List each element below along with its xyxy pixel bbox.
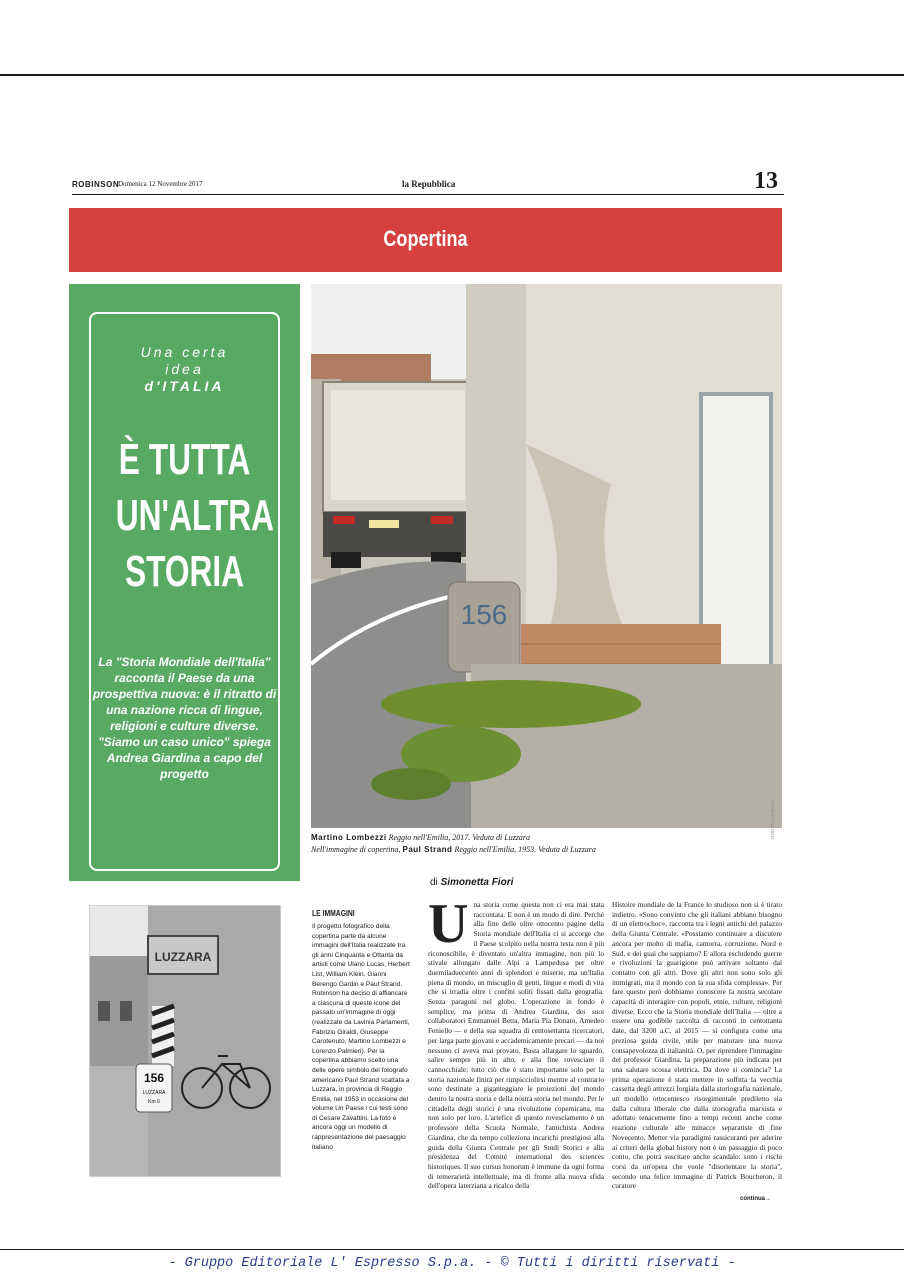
caption-prefix-2: Nell'immagine di copertina, [311,845,401,854]
footer-copyright: - Gruppo Editoriale L' Espresso S.p.a. - © Tutti i diritti riservati - [168,1256,736,1271]
top-rule [0,74,904,76]
kicker-line-3: d'ITALIA [144,378,225,394]
article-column-1 [428,900,604,1208]
section-banner [69,208,782,272]
header-rule [72,194,784,195]
bw-sign-text: LUZZARA [154,950,212,964]
bw-photo-illustration [90,906,280,1176]
supplement-name: ROBINSON [72,180,120,189]
cover-kicker [89,344,280,395]
headline-line-2: UN'ALTRA [115,491,275,540]
main-photo [311,284,782,828]
byline-author: Simonetta Fiori [440,877,514,888]
sidebar-title: LE IMMAGINI [312,909,355,918]
issue-date: Domenica 12 Novembre 2017 [118,180,203,188]
byline-prefix: di [430,877,438,888]
bw-milestone-number: 156 [143,1071,165,1085]
article-column-2 [612,900,782,1208]
bw-photo [89,905,281,1177]
kicker-line-1: Una certa [140,344,229,360]
headline-line-3: STORIA [124,547,245,596]
photo-side-credit: MARTINO LOMBEZZI [770,800,775,840]
bw-milestone-km: Km 0 [148,1099,160,1105]
caption-author-2: Paul Strand [402,845,453,854]
cover-headline [115,432,275,600]
section-title: Copertina [383,226,468,251]
article-text-1: na storia come questa non ci era mai stata raccontata. E non è un modo di dire. Perché alla fine delle oltre ottocento pagine della Storia mondiale dell'Italia ci si accorge che il Paese scolpito nella nostra testa non è più riconoscibile, è diventato un'altra immagine, non più lo stivale allungato dalle Alpi a Lampedusa per oltre duemiladuecento anni di splendori e miserie, ma un'Italia piena di mondo, un miscuglio di genti, lingue e modi di vita che si irradia oltre i confini soliti fissati dalla geografia. Senza paragoni nel globo. L'operazione in fondo è semplice, ma prima di Andrea Giardina, dei suoi collaboratori Emmanuel Betta, Maria Pia Donato, Amedeo Feniello — e della sua squadra di centosettanta ricercatori, per larga parte giovani e accademicamente precari — da noi nessuno ci aveva mai provato. Basta allargare lo sguardo, salire sempre più in alto, e alla fine rovesciare il cannocchiale: tutto ciò che è stato importante solo per la storia nazionale finirà per rimpicciolirsi mentre al contrario sono destinate a giganteggiare le proiezioni del mondo dentro la nostra storia e della nostra storia nel mondo. Per le cittadella degli storici è una rivoluzione copernicana, ma non solo per loro. L'artefice di questo rovesciamento è un professore della Scuola Normale, l'antichista Andrea Giardina, che da tempo colleziona incarichi prestigiosi alla guida della Giunta Centrale per gli Studi Storici e alla presidenza del Comité international des sciences historiques. Il suo cursus honorum è immune da ogni forma di temerarietà intellettuale, ma di fronte alla nuova sfida dell'opera laterziana a ricalco della [428,900,604,1191]
sidebar-body: Il progetto fotografico della copertina parte da alcune immagini dell'Italia realizzate tra gli anni Cinquanta e Ottanta da artisti come Ulano Lucas, Herbert List, William Klein, Gianni Berengo Gardin e Paul Strand. Robinson ha deciso di affiancare a ciascuna di queste icone del passato un'immagine di oggi (realizzate da Lavinia Parlamenti, Fabrizio Giraldi, Giuseppe Carotenuto, Martino Lombezzi e Lorenzo Palmieri). Per la copertina abbiamo scelto una delle opere simbolo del fotografo americano Paul Strand scattata a Luzzara, in provincia di Reggio Emilia, nel 1953 in occasione del volume Un Paese i cui testi sono di Cesare Zavattini. La foto è ancora oggi un modello di rappresentazione del paesaggio italiano [312,923,410,1151]
article-text-2: Histoire mondiale de la France lo studioso non si è tirato indietro. «Sono convinto che gli italiani abbiano bisogno di un elettrochoc», racconta tra i legni antichi del palazzo della Giunta Centrale. «Possiamo continuare a discutere ancora per molto di mafia, camorra, corruzione, Nord e Sud, e dei guai che sappiamo? E allora escludendo guerre e rivoluzioni la guarigione può arrivare soltanto dal contatto con gli altri. Dove gli altri non sono solo gli immigrati, ma il mondo con la sua sfida complessa». Per fare questo però dobbiamo conoscere la nostra secolare capacità di interagire con popoli, etnie, culture, religioni diverse. Ecco che la Storia mondiale dell'Italia — oltre a essere una godibile raccolta di racconti in centottanta date, dal 3200 a.C. al 2015 — si configura come una preziosa guida civile, utile per maturare una nuova consapevolezza di italianità. O, per riprendere l'immagine del professor Giardina, la preparazione più indicata per una salutare scossa elettrica. Da dove si comincia? La prima operazione è stata mettere in soffitta la vecchia cassetta degli attrezzi forgiata dalla storiografia nazionale, un modello ottocentesco risorgimentale prediletto sia dalla cultura liberale che dalla storiografia marxista e adottato tenacemente fino a tempi recenti anche come reazione culturale alle minacce separatiste di fine Novecento. Metter via paradigmi rassicuranti per aderire ai criteri della global history non è un passaggio di poco conto, che potrà suscitare anche scandalo: sono i rischi corsi da un'opera che vuole "disorientare la storia", secondo una felice immagine di Patrick Boucheron, il curatore [612,900,782,1191]
byline [430,877,513,888]
continued-marker: continua→ [740,1196,771,1202]
page-number: 13 [754,168,778,194]
caption-line-2 [311,844,782,856]
milestone-number: 156 [460,599,508,630]
article-dropcap: U [428,900,469,955]
caption-line-1 [311,832,782,844]
caption-text-1: Reggio nell'Emilia, 2017. Veduta di Luzzara [388,833,531,842]
headline-line-1: È TUTTA [118,435,251,484]
main-photo-illustration [311,284,782,828]
caption-author-1: Martino Lombezzi [311,833,387,842]
photo-caption [311,832,782,856]
bw-milestone-place: LUZZARA [142,1090,166,1096]
cover-summary: La "Storia Mondiale dell'Italia" racconta il Paese da una prospettiva nuova: è il ritratto di una nazione ricca di lingue, religioni e culture diverse. "Siamo un caso unico" spiega Andrea Giardina a capo del progetto [92,655,277,781]
newspaper-name: la Repubblica [402,179,456,189]
kicker-line-2: idea [165,361,204,377]
caption-text-2: Reggio nell'Emilia, 1953. Veduta di Luzzara [454,845,596,854]
bottom-rule [0,1249,904,1250]
page-header [72,166,784,196]
